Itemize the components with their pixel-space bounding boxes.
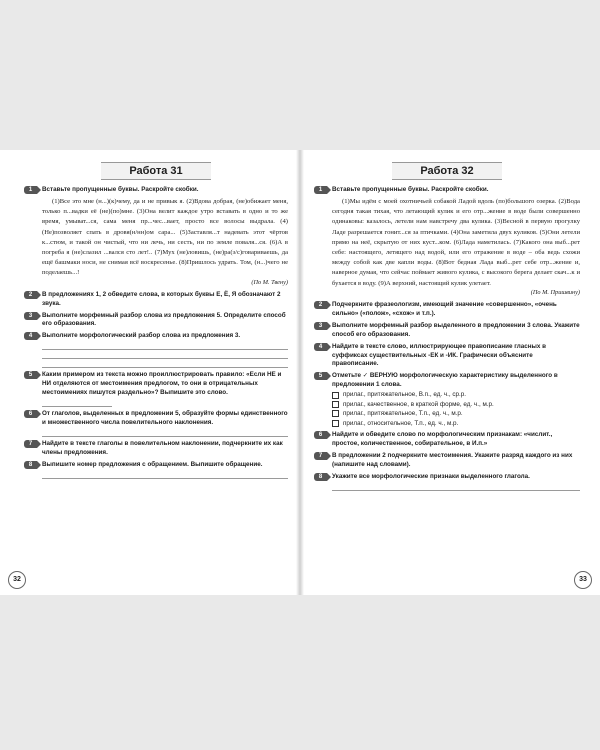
- task-question: Найдите и обведите слово по морфологическим признакам: «числит., простое, количественное, собирательное, в И.п.»: [332, 431, 553, 447]
- task-5: [314, 372, 580, 428]
- task-question: Укажите все морфологические признаки выделенного глагола.: [332, 472, 530, 480]
- task-question: В предложении 2 подчеркните местоимения. Укажите разряд каждого из них (напишите над словами).: [332, 451, 573, 468]
- task-question: Выпишите номер предложения с обращением. Выпишите обращение.: [42, 460, 263, 468]
- task-question: Выполните морфемный разбор слова из предложения 5. Определите способ его образования.: [42, 311, 286, 328]
- task-5: [24, 371, 288, 407]
- task-4: [314, 343, 580, 370]
- task-8: [314, 473, 580, 491]
- option-4[interactable]: прилаг., относительное, Т.п., ед. ч., м.р.: [332, 419, 580, 428]
- task-number: 2: [314, 301, 327, 309]
- task-question: Найдите в тексте слово, иллюстрирующее правописание гласных в суффиксах существительных -ЕК и -ИК. Графически объясните правописание.: [332, 342, 547, 368]
- task-8: [24, 461, 288, 479]
- right-page: [300, 150, 600, 595]
- answer-line[interactable]: [332, 482, 580, 491]
- task-number: 4: [24, 332, 37, 340]
- task-3: [24, 312, 288, 330]
- answer-line[interactable]: [42, 428, 288, 437]
- task-2: [24, 291, 288, 309]
- page-number: 33: [574, 571, 592, 589]
- task-7: [24, 440, 288, 458]
- task-number: 4: [314, 343, 327, 351]
- answer-line[interactable]: [42, 470, 288, 479]
- answer-line[interactable]: [42, 400, 112, 407]
- page-number: 32: [8, 571, 26, 589]
- task-question: Отметьте ✓ ВЕРНУЮ морфологическую характеристику выделенного в предложении 1 слова.: [332, 372, 558, 389]
- page-title: Работа 32: [392, 162, 502, 180]
- task-question: Найдите в тексте глаголы в повелительном наклонении, подчеркните их как члены предложения.: [42, 439, 283, 456]
- task-number: 6: [314, 431, 327, 439]
- checkbox[interactable]: [332, 420, 339, 427]
- task-number: 6: [24, 410, 37, 418]
- task-number: 1: [24, 186, 37, 194]
- task-3: [314, 322, 580, 340]
- checkbox[interactable]: [332, 410, 339, 417]
- task-question: Выполните морфемный разбор выделенного в предложении 3 слова. Укажите способ его образования.: [332, 321, 580, 338]
- task-number: 7: [314, 452, 327, 460]
- task-number: 3: [314, 322, 327, 330]
- task-question: Выполните морфологический разбор слова из предложения 3.: [42, 332, 241, 340]
- task-number: 8: [24, 461, 37, 469]
- task-6: [314, 431, 580, 449]
- task-2: [314, 301, 580, 319]
- task-number: 1: [314, 186, 327, 194]
- task-question: В предложениях 1, 2 обведите слова, в которых буквы Е, Ё, Я обозначают 2 звука.: [42, 290, 281, 307]
- task-question: Каким примером из текста можно проиллюстрировать правило: «Если НЕ и НИ отделяются от местоимения предлогом, то они в отрицательных местоимениях пишутся раздельно»? Выпишите это слово.: [42, 371, 282, 397]
- answer-line[interactable]: [42, 359, 288, 368]
- task-number: 2: [24, 291, 37, 299]
- passage-author: (По М. Пришвину): [530, 288, 580, 296]
- passage-text: (1)Мы идём с моей охотничьей собакой Ладой вдоль (по)большого озерка. (2)Вода сегодня такая тихая, что летающий кулик и его отр...жение в воде были совершенно одинаковы: казалось, летели нам навстречу два кулика. (3)Весной в первую прогулку Ладе разрешается гонит...ся за птичками. (4)Она заметила двух куликов. (5)Они летели прямо на неё, скрытую от них куст...ком. (6)Лада наметилась. (7)Какого она выб...рет себе: настоящего, летящего над водой, или его отражение в воде – оба ведь схожи между собой как две капли воды. (8)Вот бедная Лада выб...рет себе отр...жение и, наверное думая, что сейчас поймает живого кулика, с высокого берега делает скач...к и бухается в воду. (9)А верхний, настоящий кулик улетает.: [332, 197, 580, 287]
- task-4: [24, 332, 288, 368]
- task-1: [24, 186, 288, 288]
- task-question: Вставьте пропущенные буквы. Раскройте скобки.: [332, 186, 489, 193]
- task-1: [314, 186, 580, 298]
- task-question: От глаголов, выделенных в предложении 5, образуйте формы единственного и множественного числа повелительного наклонения.: [42, 410, 288, 426]
- option-2[interactable]: прилаг., качественное, в краткой форме, ед. ч., м.р.: [332, 400, 580, 409]
- passage-author: (По М. Твену): [251, 278, 288, 286]
- option-3[interactable]: прилаг., притяжательное, Т.п., ед. ч., м.р.: [332, 409, 580, 418]
- checkbox[interactable]: [332, 392, 339, 399]
- passage-text: (1)Все это мне (н...)(к)чему, да и не привык я. (2)Вдова добрая, (не)обижает меня, только п...вадки её (не)(по)мне. (3)Она велит каждое утро вставать в одно и то же время, умыват...ся, сама меня пр...чес...вает, просто все волосы выдрала. (4)(Не)позволяет спать в дровя(н/нн)ом сара... (5)Заставля...т надевать этот чёртов к...стюм, и такой он чистый, что ни лечь, ни сесть, ни по земле поваля...ся. (6)А в погреба я (не)слазил ...вался сто лет!.. (7)Мух (не)ловишь, (не)ра(з/с)говариваешь, да ещё башмаки носи, не снимая всё воскресенье. (8)Пришлось удрать. Том, (н...)чего не поделаешь...!: [42, 197, 288, 277]
- task-question: Вставьте пропущенные буквы. Раскройте скобки.: [42, 186, 199, 193]
- task-number: 3: [24, 312, 37, 320]
- task-number: 5: [24, 371, 37, 379]
- task-number: 7: [24, 440, 37, 448]
- task-6: [24, 410, 288, 437]
- left-page: [0, 150, 300, 595]
- answer-line[interactable]: [42, 350, 288, 359]
- page-title: Работа 31: [101, 162, 211, 180]
- task-7: [314, 452, 580, 470]
- checkbox[interactable]: [332, 401, 339, 408]
- option-1[interactable]: прилаг., притяжательное, В.п., ед. ч., ср.р.: [332, 390, 580, 399]
- task-question: Подчеркните фразеологизм, имеющий значение «совершенно», «очень сильно» («полож», «схож» и т.п.).: [332, 300, 557, 317]
- answer-line[interactable]: [42, 341, 288, 350]
- task-number: 8: [314, 473, 327, 481]
- book-spread: [0, 150, 600, 595]
- task-number: 5: [314, 372, 327, 380]
